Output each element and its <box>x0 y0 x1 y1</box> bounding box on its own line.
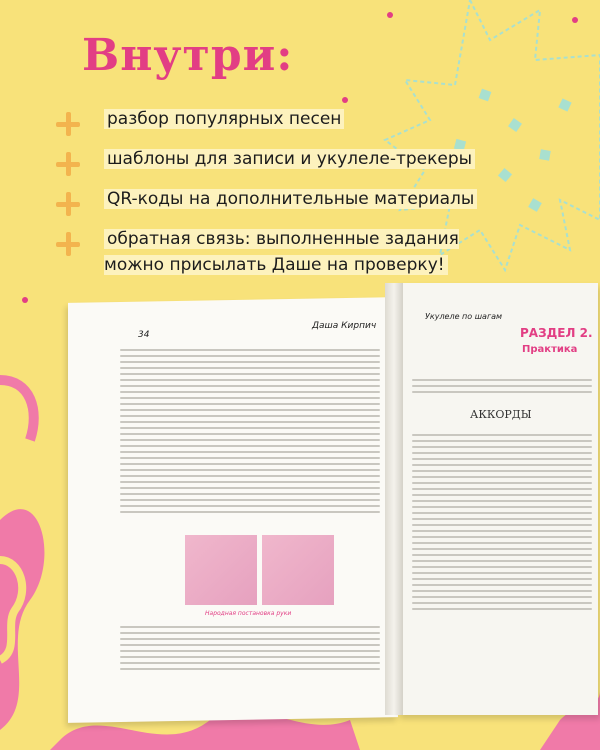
feature-item-qr <box>56 186 576 212</box>
plus-icon <box>56 112 80 136</box>
pink-swirl-decoration <box>0 509 44 730</box>
plus-icon <box>56 152 80 176</box>
page-author: Даша Кирпич <box>312 321 377 331</box>
section-subtitle: Практика <box>522 344 578 355</box>
feature-text: обратная связь: выполненные задания можно присылать Даше на проверку! <box>104 229 459 275</box>
photo-caption: Народная постановка руки <box>205 610 292 617</box>
section-title: РАЗДЕЛ 2. <box>520 326 593 340</box>
page-number: 34 <box>138 330 150 340</box>
feature-list <box>56 106 576 292</box>
page-title: Внутри: <box>82 30 294 81</box>
chords-heading: АККОРДЫ <box>470 408 532 421</box>
left-page-text-block <box>120 345 380 517</box>
feature-item-templates <box>56 146 576 172</box>
right-page-text-block <box>412 375 592 397</box>
ukulele-photo-left <box>185 535 257 605</box>
plus-icon <box>56 232 80 256</box>
feature-item-feedback <box>56 226 524 278</box>
feature-text: шаблоны для записи и укулеле-трекеры <box>104 149 475 169</box>
feature-item-songs <box>56 106 576 132</box>
feature-text: разбор популярных песен <box>104 109 344 129</box>
right-page-text-block-2 <box>412 430 592 614</box>
left-page-text-block-bottom <box>120 622 380 674</box>
ukulele-photo-right <box>262 535 334 605</box>
plus-icon <box>56 192 80 216</box>
feature-text: QR-коды на дополнительные материалы <box>104 189 477 209</box>
pink-arc-decoration <box>0 380 34 440</box>
running-header: Укулеле по шагам <box>425 312 503 321</box>
book-spine <box>385 283 403 715</box>
